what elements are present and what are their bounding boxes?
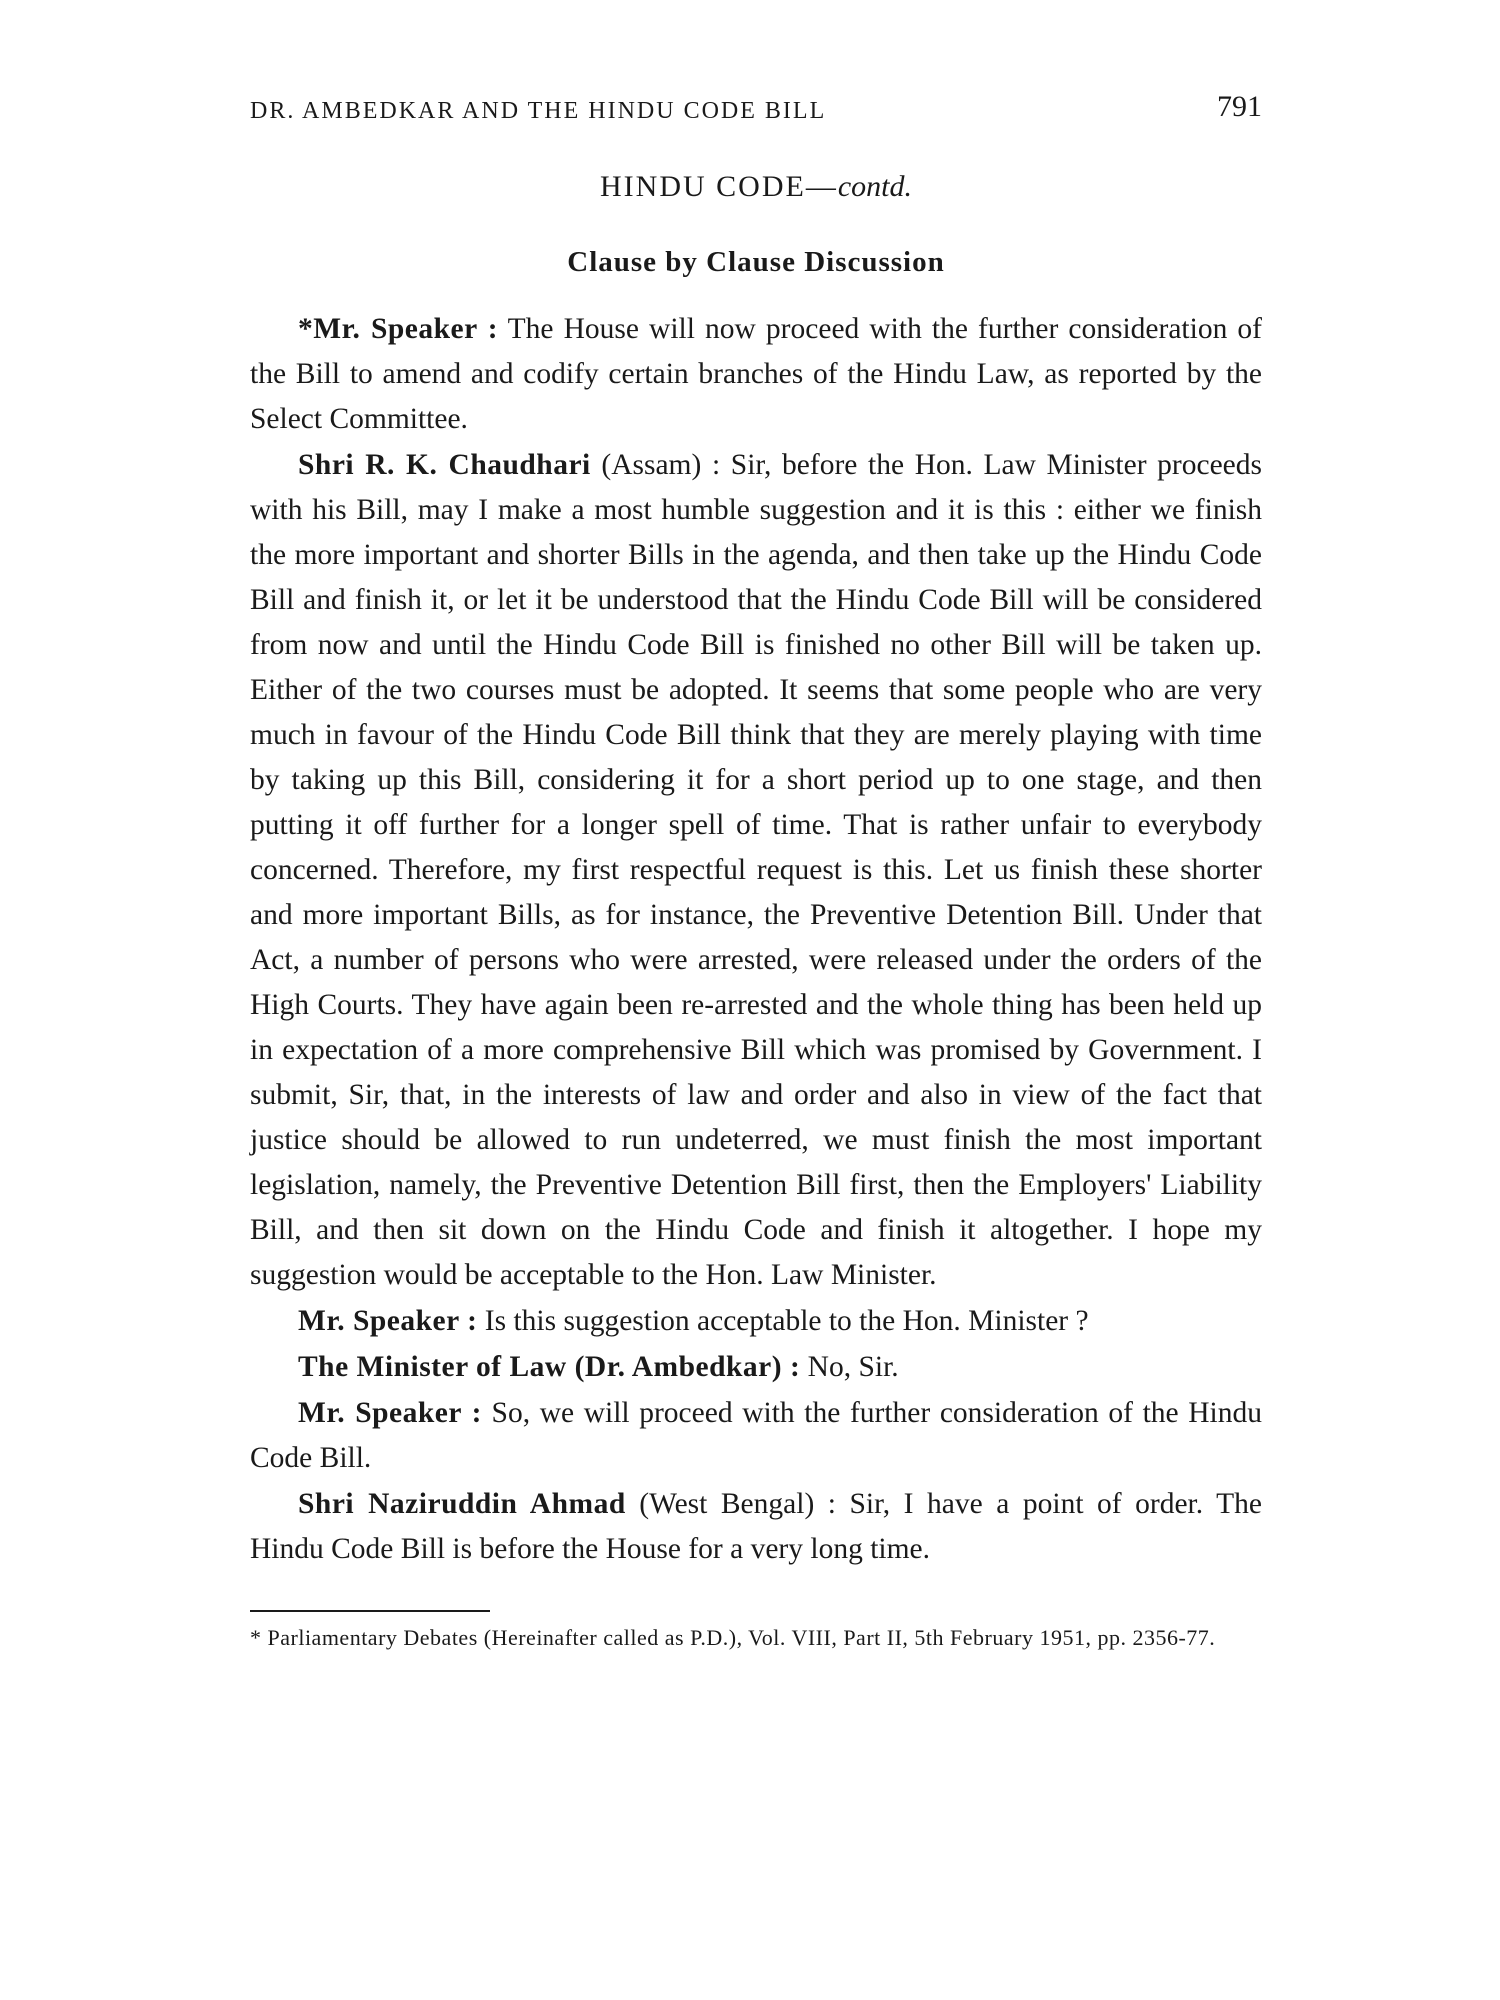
page-number: 791 <box>1217 90 1262 123</box>
speaker-name: Mr. Speaker : <box>298 1397 482 1429</box>
footnote: * Parliamentary Debates (Hereinafter called as P.D.), Vol. VIII, Part II, 5th February 1951, pp. 2356-77. <box>250 1625 1216 1650</box>
section-title-text: HINDU CODE— <box>600 170 838 203</box>
speaker-name: Shri R. K. Chaudhari <box>298 449 591 481</box>
section-title <box>250 170 1262 204</box>
paragraph <box>250 1299 1262 1344</box>
paragraph <box>250 1345 1262 1390</box>
running-title: DR. AMBEDKAR AND THE HINDU CODE BILL <box>250 98 827 124</box>
paragraph-text: (Assam) : Sir, before the Hon. Law Minister proceeds with his Bill, may I make a most humble suggestion and it is this : either we finish the more important and shorter Bills in the agenda, and then take up the Hindu Code Bill and finish it, or let it be understood that the Hindu Code Bill will be considered from now and until the Hindu Code Bill is finished no other Bill will be taken up. Either of the two courses must be adopted. It seems that some people who are very much in favour of the Hindu Code Bill think that they are merely playing with time by taking up this Bill, considering it for a short period up to one stage, and then putting it off further for a longer spell of time. That is rather unfair to everybody concerned. Therefore, my first respectful request is this. Let us finish these shorter and more important Bills, as for instance, the Preventive Detention Bill. Under that Act, a number of persons who were arrested, were released under the orders of the High Courts. They have again been re-arrested and the whole thing has been held up in expectation of a more comprehensive Bill which was promised by Government. I submit, Sir, that, in the interests of law and order and also in view of the fact that justice should be allowed to run undeterred, we must finish the most important legislation, namely, the Preventive Detention Bill first, then the Employers' Liability Bill, and then sit down on the Hindu Code and finish it altogether. I hope my suggestion would be acceptable to the Hon. Law Minister. <box>250 449 1262 1291</box>
running-header <box>250 90 1262 130</box>
paragraph-text: So, we will proceed with the further consideration of the Hindu Code Bill. <box>250 1397 1262 1474</box>
footnote-divider <box>250 1610 490 1612</box>
speaker-name: The Minister of Law (Dr. Ambedkar) : <box>298 1351 801 1383</box>
section-subtitle: Clause by Clause Discussion <box>567 246 945 278</box>
speaker-name: Shri Naziruddin Ahmad <box>298 1488 626 1520</box>
paragraph <box>250 1482 1262 1572</box>
paragraph-text: Is this suggestion acceptable to the Hon. Minister ? <box>477 1305 1089 1337</box>
speaker-name: Mr. Speaker : <box>298 1305 478 1337</box>
paragraph-text: The House will now proceed with the further consideration of the Bill to amend and codify certain branches of the Hindu Law, as reported by the Select Committee. <box>250 313 1262 435</box>
speaker-name: *Mr. Speaker : <box>298 313 499 345</box>
body-text <box>250 307 1262 1572</box>
paragraph <box>250 307 1262 442</box>
paragraph-text: (West Bengal) : Sir, I have a point of order. The Hindu Code Bill is before the House for a very long time. <box>250 1488 1262 1565</box>
paragraph <box>250 443 1262 1298</box>
paragraph <box>250 1391 1262 1481</box>
paragraph-text: No, Sir. <box>800 1351 899 1383</box>
document-page <box>250 90 1262 1656</box>
section-contd: contd. <box>837 170 912 203</box>
